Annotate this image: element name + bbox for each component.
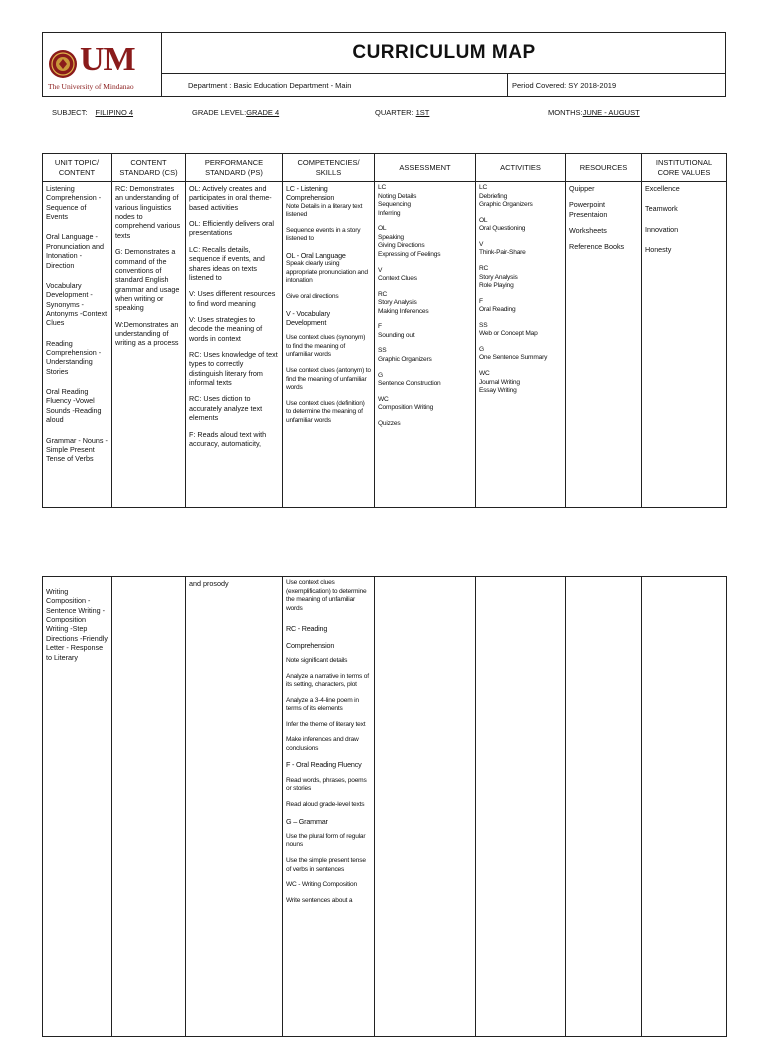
list-item: LC — [479, 184, 488, 191]
list-item: OL - Oral Language — [286, 250, 346, 260]
quarter-field — [375, 108, 429, 117]
list-item: WC — [378, 395, 389, 403]
list-item: V: Uses strategies to decode the meaning of words in context — [189, 314, 263, 343]
curriculum-table-1 — [42, 153, 727, 508]
col-header-resources: RESOURCES — [566, 154, 642, 182]
list-item: G – Grammar — [286, 816, 328, 826]
department-value: Basic Education Department - Main — [233, 81, 352, 90]
list-item: Analyze a 3-4-line poem in terms of its elements — [286, 696, 359, 713]
list-item: Making Inferences — [378, 307, 429, 315]
list-item: Sequencing — [378, 201, 411, 209]
list-item: Infer the theme of literary text — [286, 720, 366, 728]
list-item: RC: Uses knowledge of text types to correctly distinguish literary from informal texts — [189, 350, 278, 388]
grade-field — [192, 108, 279, 117]
quarter-value: 1ST — [415, 108, 430, 117]
content-standard-cell — [112, 577, 186, 1037]
list-item: G — [378, 371, 383, 379]
list-item: Grammar - Nouns - Simple Present Tense of Verbs — [46, 435, 108, 464]
list-item: Read aloud grade-level texts — [286, 800, 365, 808]
list-item: Use context clues (definition) to determine the meaning of unfamiliar words — [286, 399, 365, 424]
list-item: RC — [479, 264, 489, 272]
list-item: OL — [378, 225, 387, 233]
list-item: Web or Concept Map — [479, 330, 538, 338]
list-item: V — [378, 266, 383, 274]
list-item: One Sentence Summary — [479, 354, 548, 362]
list-item: Innovation — [645, 224, 679, 234]
list-item: SS — [378, 347, 387, 355]
subject-field — [52, 108, 133, 117]
list-item: Composition Writing — [378, 404, 434, 412]
list-item: Use the plural form of regular nouns — [286, 832, 366, 849]
months-label: MONTHS: — [548, 108, 583, 117]
list-item: Note Details in a literary text listened — [286, 202, 363, 219]
list-item: LC — [378, 184, 387, 191]
col-header-competencies: COMPETENCIES/ SKILLS — [283, 154, 375, 182]
table-header-row — [43, 154, 727, 182]
list-item: Story Analysis — [378, 299, 417, 307]
list-item: Use context clues (synonym) to find the meaning of unfamiliar words — [286, 334, 366, 359]
col-header-activities: ACTIVITIES — [476, 154, 566, 182]
list-item: LC - Listening Comprehension — [286, 184, 335, 203]
list-item: F — [378, 323, 382, 331]
list-item: F - Oral Reading Fluency — [286, 760, 362, 770]
core-values-cell — [642, 182, 727, 508]
logo-caption: The University of Mindanao — [48, 82, 134, 91]
list-item: Inferring — [378, 209, 401, 217]
list-item: OL: Efficiently delivers oral presentations — [189, 219, 274, 238]
list-item: WC — [479, 370, 490, 377]
list-item: Vocabulary Development -Synonyms -Antonyms -Context Clues — [46, 280, 108, 328]
list-item: Quipper — [569, 184, 595, 193]
months-field — [548, 108, 640, 117]
list-item: Think-Pair-Share — [479, 249, 526, 257]
list-item: Journal Writing — [479, 378, 520, 386]
table-row — [43, 182, 727, 508]
table-row — [43, 577, 727, 1037]
list-item: F: Reads aloud text with accuracy, automaticity, — [189, 429, 267, 448]
subject-label: SUBJECT: — [52, 108, 88, 117]
list-item: OL — [479, 216, 488, 224]
list-item: Graphic Organizers — [479, 201, 533, 209]
assessment-cell — [375, 182, 476, 508]
period-label: Period Covered: — [512, 81, 567, 90]
list-item: Story Analysis — [479, 273, 518, 281]
list-item: Oral Language - Pronunciation and Intonation - Direction — [46, 232, 104, 270]
list-item: Sentence Construction — [378, 380, 441, 388]
unit-topic-cell: Writing Composition -Sentence Writing -Composition Writing -Step Directions -Friendly Letter - Response to Literary — [43, 577, 112, 1037]
list-item: Give oral directions — [286, 293, 339, 301]
list-item: Oral Reading — [479, 306, 516, 314]
list-item: Analyze a narrative in terms of its setting, characters, plot — [286, 672, 369, 689]
list-item: RC — [378, 290, 388, 298]
logo-cell — [42, 32, 162, 97]
list-item: Sounding out — [378, 331, 415, 339]
list-item: RC: Demonstrates an understanding of various linguistics nodes to comprehend various texts — [115, 184, 181, 240]
list-item: Worksheets — [569, 226, 607, 236]
grade-value: GRADE 4 — [246, 108, 280, 117]
resources-cell — [566, 182, 642, 508]
list-item: RC: Uses diction to accurately analyze text elements — [189, 394, 263, 423]
assessment-cell — [375, 577, 476, 1037]
list-item: V - Vocabulary Development — [286, 308, 330, 327]
list-item: Listening Comprehension - Sequence of Events — [46, 184, 102, 222]
list-item: Use context clues (antonym) to find the meaning of unfamiliar words — [286, 366, 371, 392]
col-header-content-standard: CONTENT STANDARD (CS) — [112, 154, 186, 182]
list-item: Powerpoint Presentaion — [569, 200, 608, 219]
curriculum-table-2 — [42, 576, 727, 1037]
list-item: Speak clearly using appropriate pronunciation and intonation — [286, 260, 368, 285]
list-item: Sequence events in a story listened to — [286, 226, 361, 243]
list-item: G: Demonstrates a command of the conventions of standard English grammar and usage when writing or speaking — [115, 247, 180, 313]
list-item: Speaking — [378, 233, 404, 241]
months-value: JUNE - AUGUST — [582, 108, 640, 117]
list-item: Essay Writing — [479, 387, 517, 395]
competencies-cell — [283, 182, 375, 508]
list-item: Make inferences and draw conclusions — [286, 736, 359, 752]
subject-value: FILIPINO 4 — [95, 108, 134, 117]
col-header-unit-topic: UNIT TOPIC/ CONTENT — [43, 154, 112, 182]
list-item: Use the simple present tense of verbs in sentences — [286, 857, 366, 873]
list-item: Graphic Organizers — [378, 356, 432, 363]
list-item: Expressing of Feelings — [378, 250, 441, 258]
col-header-performance-standard: PERFORMANCE STANDARD (PS) — [186, 154, 283, 182]
performance-standard-cell: and prosody — [186, 577, 283, 1037]
list-item: V: Uses different resources to find word meaning — [189, 289, 276, 308]
page-title: CURRICULUM MAP — [162, 32, 726, 74]
list-item: Reading Comprehension - Understanding Stories — [46, 338, 102, 376]
list-item: Comprehension — [286, 640, 335, 650]
col-header-core-values: INSTITUTIONAL CORE VALUES — [642, 154, 727, 182]
department-field — [162, 74, 508, 97]
list-item: Debriefing — [479, 192, 508, 200]
grade-label: GRADE LEVEL: — [192, 108, 247, 117]
performance-standard-cell — [186, 182, 283, 508]
list-item: G — [479, 345, 484, 353]
core-values-cell — [642, 577, 727, 1037]
list-item: W:Demonstrates an understanding of writing as a process — [115, 319, 179, 348]
activities-cell — [476, 577, 566, 1037]
list-item: Note significant details — [286, 656, 348, 664]
list-item: Context Clues — [378, 275, 417, 283]
activities-cell — [476, 182, 566, 508]
list-item: Teamwork — [645, 204, 678, 214]
list-item: Noting Details — [378, 192, 417, 200]
list-item: V — [479, 240, 484, 248]
list-item: Quizzes — [378, 419, 401, 427]
list-item: Excellence — [645, 184, 680, 193]
col-header-assessment: ASSESSMENT — [375, 154, 476, 182]
list-item: Oral Questioning — [479, 225, 526, 233]
unit-topic-cell — [43, 182, 112, 508]
content-standard-cell — [112, 182, 186, 508]
department-label: Department : — [188, 81, 232, 90]
list-item: Use context clues (exemplification) to determine the meaning of unfamiliar words — [286, 579, 367, 612]
list-item: WC - Writing Composition — [286, 881, 357, 889]
logo-text: UM — [80, 41, 135, 78]
period-field — [508, 74, 726, 97]
list-item: Role Playing — [479, 282, 514, 290]
list-item: Reference Books — [569, 242, 625, 252]
list-item: Oral Reading Fluency -Vowel Sounds -Reading aloud — [46, 387, 102, 425]
list-item: LC: Recalls details, sequence if events, and shares ideas on texts listened to — [189, 244, 265, 282]
list-item: RC - Reading — [286, 624, 328, 634]
list-item: OL: Actively creates and participates in oral theme-based activities — [189, 184, 272, 212]
list-item: Read words, phrases, poems or stories — [286, 776, 367, 793]
list-item: Write sentences about a — [286, 896, 353, 904]
university-seal-icon — [48, 49, 78, 79]
quarter-label: QUARTER: — [375, 108, 414, 117]
list-item: Giving Directions — [378, 242, 425, 250]
resources-cell — [566, 577, 642, 1037]
list-item: SS — [479, 321, 488, 329]
list-item: Honesty — [645, 245, 672, 255]
period-value: SY 2018-2019 — [568, 81, 617, 90]
list-item: F — [479, 297, 483, 305]
competencies-cell — [283, 577, 375, 1037]
